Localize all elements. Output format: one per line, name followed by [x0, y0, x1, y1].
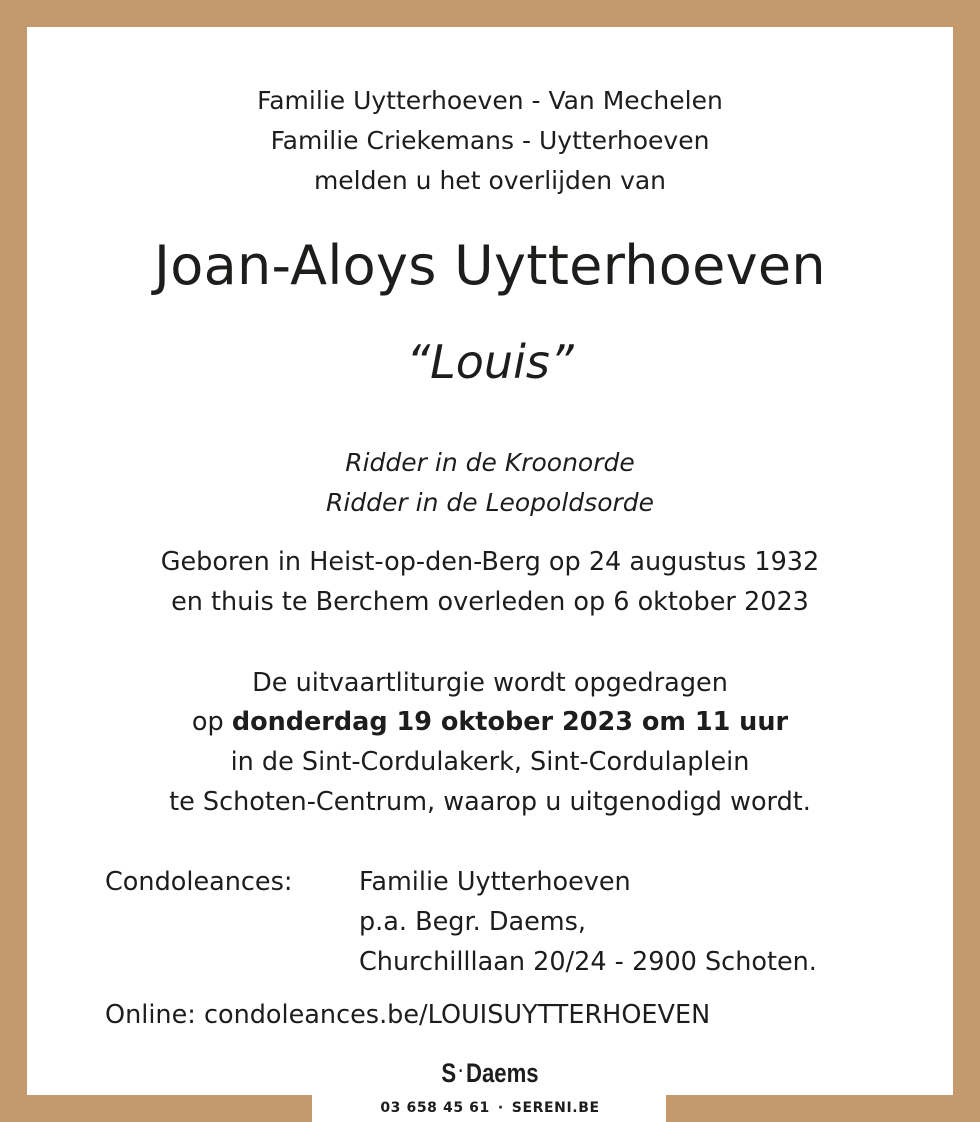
funeral-home-logo [88, 1058, 892, 1089]
deceased-name: Joan-Aloys Uytterhoeven [154, 234, 826, 297]
footer-separator: · [497, 1100, 504, 1116]
funeral-line-3: in de Sint-Cordulakerk, Sint-Cordulaplein [230, 747, 750, 777]
birth-line: Geboren in Heist-op-den-Berg op 24 augustus 1932 [160, 547, 820, 577]
funeral-line-4: te Schoten-Centrum, waarop u uitgenodigd wordt. [169, 787, 811, 817]
condolences-address-3: Churchilllaan 20/24 - 2900 Schoten. [359, 947, 817, 977]
honor-2: Ridder in de Leopoldsorde [325, 488, 655, 517]
announcer-line-1: Familie Uytterhoeven - Van Mechelen [257, 86, 723, 115]
logo-name: Daems [465, 1058, 539, 1088]
announcer-line-3: melden u het overlijden van [313, 166, 667, 195]
footer-website[interactable]: SERENI.BE [511, 1100, 600, 1116]
logo-s: S [441, 1058, 457, 1088]
condolences-label: Condoleances: [105, 867, 293, 897]
logo-dot: · [458, 1061, 464, 1081]
funeral-line-2 [0, 707, 980, 737]
death-line: en thuis te Berchem overleden op 6 oktober 2023 [171, 587, 809, 617]
funeral-line-1: De uitvaartliturgie wordt opgedragen [252, 668, 728, 698]
footer-contact [0, 1100, 980, 1116]
announcer-line-2: Familie Criekemans - Uytterhoeven [270, 126, 710, 155]
condolences-address-2: p.a. Begr. Daems, [359, 907, 587, 937]
footer-phone: 03 658 45 61 [380, 1100, 490, 1116]
funeral-line-2-prefix: op [191, 707, 232, 737]
condolences-address-1: Familie Uytterhoeven [359, 867, 631, 897]
honor-1: Ridder in de Kroonorde [345, 448, 635, 477]
online-condolences-link[interactable]: Online: condoleances.be/LOUISUYTTERHOEVEN [105, 1000, 711, 1030]
funeral-date-time: donderdag 19 oktober 2023 om 11 uur [231, 707, 789, 737]
deceased-nickname: “Louis” [406, 335, 574, 389]
